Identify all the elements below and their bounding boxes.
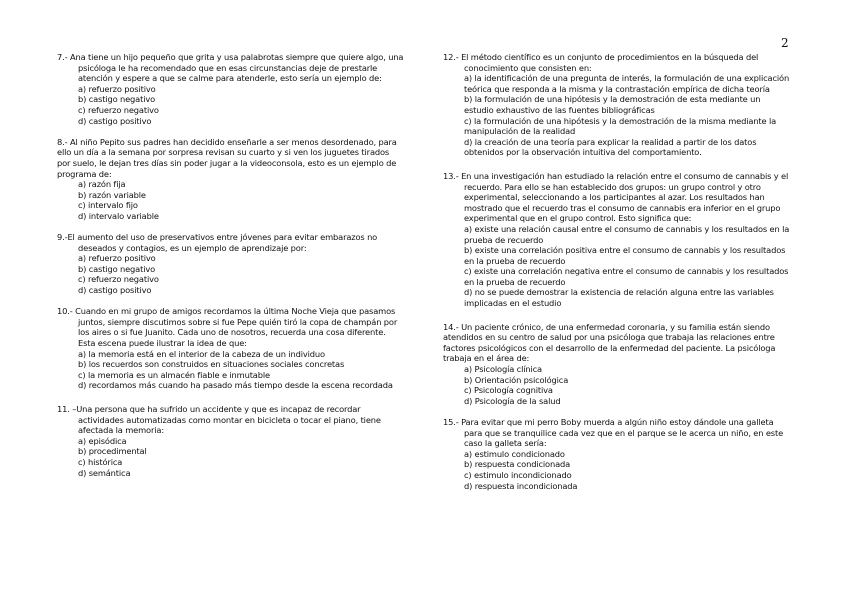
question-13 bbox=[443, 171, 795, 309]
question-stem: 15.- Para evitar que mi perro Boby muerda a algún niño estoy dándole una galleta para que se tranquilice cada vez que en el parque se le acerca un niño, en este caso la galleta sería: bbox=[443, 417, 784, 449]
option: a) existe una relación causal entre el consumo de cannabis y los resultados en la prueba de recuerdo bbox=[464, 223, 790, 245]
option-list bbox=[464, 73, 795, 158]
option: d) intervalo variable bbox=[78, 210, 159, 221]
question-11 bbox=[57, 404, 409, 478]
question-12 bbox=[443, 52, 795, 158]
option: c) refuerzo negativo bbox=[78, 104, 159, 115]
question-stem: 8.- Al niño Pepito sus padres han decidido enseñarle a ser menos desordenado, para ello un día a la semana por sorpresa revisan su cuarto y si ven los juguetes tirados por suelo, le dejan tres días sin poder jugar a la videoconsola, esto es un ejemplo de programa de: bbox=[57, 136, 397, 179]
option: b) castigo negativo bbox=[78, 263, 156, 274]
option-list bbox=[78, 84, 409, 126]
option: c) existe una correlación negativa entre el consumo de cannabis y los resultados en la prueba de recuerdo bbox=[464, 266, 789, 287]
option: b) Orientación psicológica bbox=[464, 374, 569, 385]
option: c) intervalo fijo bbox=[78, 200, 138, 211]
option: a) razón fija bbox=[78, 179, 126, 190]
question-stem: 13.- En una investigación han estudiado la relación entre el consumo de cannabis y el recuerdo. Para ello se han establecido dos grupos: un grupo control y otro experimental, seleccionando a los participantes al azar. Los resultados han mostrado que el recuerdo tras el consumo de cannabis era inferior en el grupo experimental que en el grupo control. Esto significa que: bbox=[443, 170, 789, 224]
option: d) castigo positivo bbox=[78, 115, 152, 126]
option: d) castigo positivo bbox=[78, 285, 152, 296]
option: b) la formulación de una hipótesis y la demostración de esta mediante un estudio exhaustivo de las fuentes bibliográficas bbox=[464, 94, 761, 115]
question-8 bbox=[57, 137, 409, 222]
question-stem: 12.- El método científico es un conjunto de procedimientos en la búsqueda del conocimiento que consisten en: bbox=[443, 52, 759, 73]
option-list bbox=[78, 349, 409, 391]
question-stem: 14.- Un paciente crónico, de una enfermedad coronaria, y su familia están siendo atendidos en su centro de salud por una psicóloga que trabaja las relaciones entre factores psicológicos con el desarrollo de la enfermedad del paciente. La psicóloga trabaja en el área de: bbox=[443, 321, 776, 364]
option: b) procedimental bbox=[78, 446, 147, 457]
question-15 bbox=[443, 417, 795, 491]
option-list bbox=[78, 436, 409, 478]
option: a) refuerzo positivo bbox=[78, 253, 156, 264]
option: c) refuerzo negativo bbox=[78, 274, 159, 285]
option: b) respuesta condicionada bbox=[464, 459, 571, 470]
option: b) castigo negativo bbox=[78, 94, 156, 105]
option-list bbox=[464, 364, 795, 406]
question-stem: 7.- Ana tiene un hijo pequeño que grita y usa palabrotas siempre que quiere algo, una psicóloga le ha recomendado que en esas circunstancias deje de prestarle atención y espere a que se calme para atenderle, esto sería un ejemplo de: bbox=[57, 52, 404, 84]
option: d) recordamos más cuando ha pasado más tiempo desde la escena recordada bbox=[78, 380, 393, 391]
option: a) estimulo condicionado bbox=[464, 448, 565, 459]
option: c) Psicología cognitiva bbox=[464, 385, 553, 396]
option: d) la creación de una teoría para explicar la realidad a partir de los datos obtenidos por la observación intuitiva del comportamiento. bbox=[464, 136, 757, 158]
question-stem: 10.- Cuando en mi grupo de amigos recordamos la última Noche Vieja que pasamos juntos, siempre discutimos sobre si fue Pepe quién tiró la copa de champán por los aires o si fue Juanito. Cada uno de nosotros, recuerda una cosa diferente. Esta escena puede ilustrar la idea de que: bbox=[57, 306, 398, 349]
option: b) razón variable bbox=[78, 189, 146, 200]
option: d) Psicología de la salud bbox=[464, 395, 561, 406]
option-list bbox=[78, 179, 409, 221]
option: c) la formulación de una hipótesis y la demostración de la misma mediante la manipulación de la realidad bbox=[464, 115, 777, 137]
option-list bbox=[464, 224, 795, 309]
left-column bbox=[57, 52, 409, 489]
option-list bbox=[464, 449, 795, 491]
question-14 bbox=[443, 322, 795, 407]
option: c) histórica bbox=[78, 456, 123, 467]
option: b) existe una correlación positiva entre el consumo de cannabis y los resultados en la prueba de recuerdo bbox=[464, 245, 786, 266]
page-number: 2 bbox=[781, 36, 789, 50]
option: c) la memoria es un almacén fiable e inmutable bbox=[78, 369, 270, 380]
option: d) no se puede demostrar la existencia de relación alguna entre las variables implicadas en el estudio bbox=[464, 287, 774, 309]
option: a) la identificación de una pregunta de interés, la formulación de una explicación teórica que responda a la misma y la contrastación empírica de dicha teoría bbox=[464, 73, 790, 94]
option-list bbox=[78, 253, 409, 295]
option: b) los recuerdos son construidos en situaciones sociales concretas bbox=[78, 359, 345, 370]
right-column bbox=[443, 52, 795, 502]
question-stem: 11. –Una persona que ha sufrido un accidente y que es incapaz de recordar actividades automatizadas como montar en bicicleta o tocar el piano, tiene afectada la memoria: bbox=[57, 404, 381, 436]
option: a) refuerzo positivo bbox=[78, 83, 156, 94]
question-10 bbox=[57, 306, 409, 391]
question-9 bbox=[57, 232, 409, 296]
option: a) la memoria está en el interior de la cabeza de un individuo bbox=[78, 348, 325, 359]
option: c) estimulo incondicionado bbox=[464, 469, 572, 480]
option: a) Psicología clínica bbox=[464, 364, 542, 375]
question-7 bbox=[57, 52, 409, 126]
option: d) respuesta incondicionada bbox=[464, 480, 578, 491]
option: a) episódica bbox=[78, 435, 127, 446]
option: d) semántica bbox=[78, 467, 131, 478]
question-stem: 9.-El aumento del uso de preservativos entre jóvenes para evitar embarazos no deseados y contagios, es un ejemplo de aprendizaje por: bbox=[57, 232, 378, 253]
